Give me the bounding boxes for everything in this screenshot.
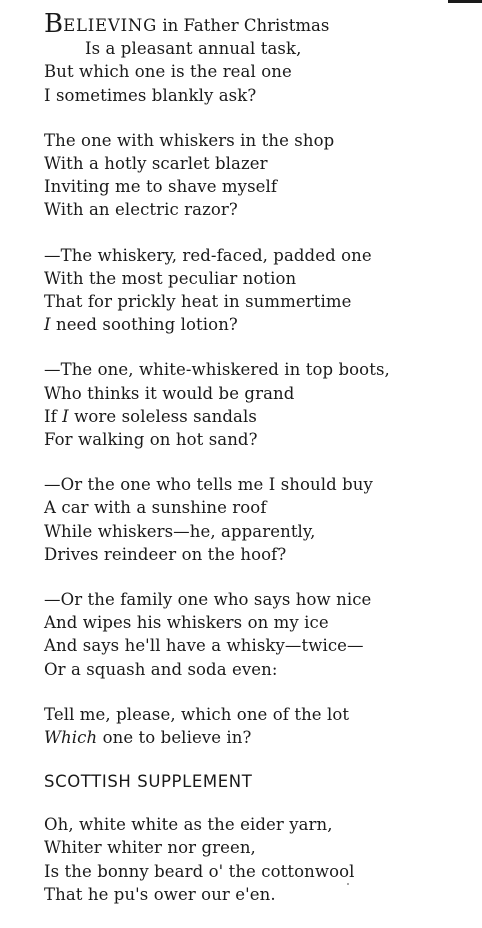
- poem-line: For walking on hot sand?: [44, 430, 258, 450]
- poem-line-text: need soothing lotion?: [50, 315, 238, 335]
- poem-line: The one with whiskers in the shop: [44, 130, 335, 150]
- poem-line: With a hotly scarlet blazer: [44, 154, 268, 174]
- poem-line: Is the bonny beard o' the cottonwool: [44, 861, 355, 881]
- poem-line-text: in Father Christmas: [157, 16, 330, 35]
- poem-line-text: If: [44, 406, 63, 426]
- poem-line: Who thinks it would be grand: [44, 383, 295, 403]
- poem-line: A car with a sunshine roof: [44, 498, 267, 518]
- stanza-6: [44, 588, 476, 681]
- poem-line: Or a squash and soda even:: [44, 659, 278, 679]
- poem-line: And says he'll have a whisky—twice—: [44, 636, 364, 656]
- corner-rule: [448, 0, 482, 3]
- poem-line: [44, 313, 476, 336]
- supplement-stanza: [44, 813, 476, 906]
- stanza-1: [44, 9, 476, 107]
- poem-line: That for prickly heat in summertime: [44, 292, 352, 312]
- poem-line: Drives reindeer on the hoof?: [44, 544, 287, 564]
- italic-word: Which: [44, 728, 98, 748]
- poem-line: Is a pleasant annual task,: [85, 39, 302, 59]
- italic-word: I: [44, 315, 51, 335]
- poem-line: With an electric razor?: [44, 200, 238, 220]
- poem-line: —The whiskery, red-faced, padded one: [44, 245, 372, 265]
- stanza-5: [44, 473, 476, 566]
- poem-line: —The one, white-whiskered in top boots,: [44, 360, 390, 380]
- poem-line: With the most peculiar notion: [44, 268, 297, 288]
- poem-line-text: wore soleless sandals: [68, 406, 257, 426]
- stanza-3: [44, 244, 476, 337]
- supplement-heading: SCOTTISH SUPPLEMENT: [44, 772, 253, 792]
- poem-page: [44, 9, 476, 928]
- poem-line: —Or the one who tells me I should buy: [44, 475, 373, 495]
- poem-line: Whiter whiter nor green,: [44, 838, 256, 858]
- poem-line: [44, 9, 476, 39]
- poem-line: But which one is the real one: [44, 62, 292, 82]
- poem-line: [44, 405, 476, 428]
- stanza-7: [44, 703, 476, 749]
- poem-line: Inviting me to shave myself: [44, 177, 278, 197]
- opening-caps: ELIEVING: [63, 16, 158, 35]
- italic-word: I: [62, 406, 69, 426]
- poem-line: —Or the family one who says how nice: [44, 590, 372, 610]
- poem-line: I sometimes blankly ask?: [44, 85, 257, 105]
- poem-line: Oh, white white as the eider yarn,: [44, 815, 333, 835]
- poem-line-text: one to believe in?: [97, 728, 252, 748]
- stanza-2: [44, 129, 476, 222]
- poem-line: And wipes his whiskers on my ice: [44, 613, 329, 633]
- print-speck: [347, 883, 349, 885]
- poem-line: That he pu's ower our e'en.: [44, 884, 276, 904]
- drop-cap: B: [44, 9, 64, 39]
- poem-line: While whiskers—he, apparently,: [44, 521, 316, 541]
- stanza-4: [44, 358, 476, 451]
- poem-line: [44, 726, 476, 749]
- poem-line: Tell me, please, which one of the lot: [44, 704, 350, 724]
